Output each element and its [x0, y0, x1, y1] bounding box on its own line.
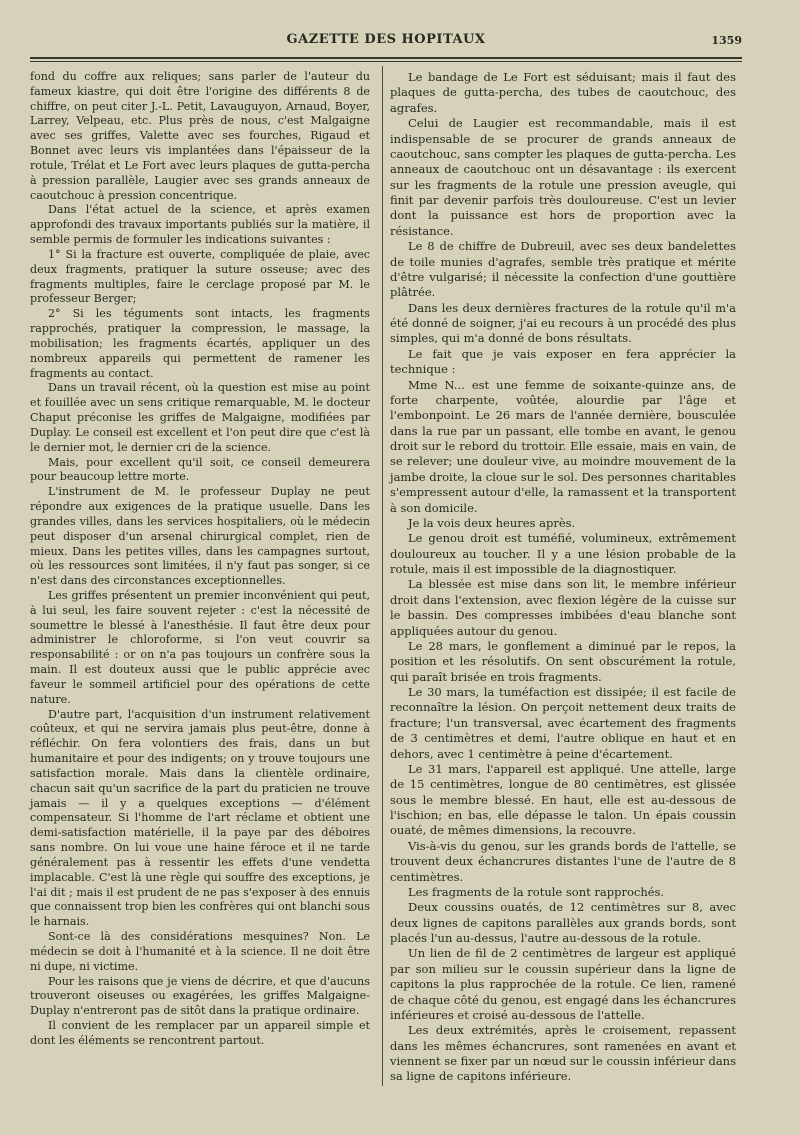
paragraph: Je la vois deux heures après.: [408, 515, 576, 530]
paragraph: fond du coffre aux reliques; sans parler de l'auteur du fameux kiastre, qui doit être l'origine des différents 8 de chiffre, on peut citer J.-L. Petit, Lavauguyon, Arnaud, Boyer, Larrey, Velpeau, etc. Plus près de nous, c'est Malgaigne avec ses griffes, Valette avec ses fourches, Rigaud et Bonnet avec leurs vis implantées dans l'épaisseur de la rotule, Trélat et Le Fort avec leurs plaques de gutta-percha à pression parallèle, Laugier avec ses grands anneaux de caoutchouc à pression concentrique.: [30, 70, 370, 202]
paragraph: Dans les deux dernières fractures de la rotule qu'il m'a été donné de soigner, j'ai eu recours à un procédé des plus simples, qui m'a donné de bons résultats.: [390, 300, 736, 346]
paragraph: Un lien de fil de 2 centimètres de largeur est appliqué par son milieu sur le coussin supérieur dans la ligne de capitons la plus rapprochée de la rotule. Ce lien, ramené de chaque côté du genou, est engagé dans les échancrures inférieures et croisé au-dessous de l'attelle.: [390, 946, 736, 1022]
paragraph: Les deux extrémités, après le croisement, repassent dans les mêmes échancrures, sont ramenées en avant et viennent se fixer par un nœud sur le coussin inférieur dans sa ligne de capitons inférieure.: [390, 1023, 736, 1084]
paragraph: Le fait que je vais exposer en fera apprécier la technique :: [390, 346, 736, 377]
paragraph: D'autre part, l'acquisition d'un instrument relativement coûteux, et qui ne servira jamais plus peut-être, donne à réfléchir. On fera volontiers des frais, dans un but humanitaire et pour des indigents; on y trouve toujours une satisfaction morale. Mais dans la clientèle ordinaire, chacun sait qu'un sacrifice de la part du praticien ne trouve jamais — il y a quelques exceptions — d'élément compensateur. Si l'homme de l'art réclame et obtient une demi-satisfaction matérielle, il la paye par des déboires sans nombre. On lui voue une haine féroce et il ne tarde généralement pas à ressentir les effets d'une vendetta implacable. C'est là une règle qui souffre des exceptions, je l'ai dit ; mais il est prudent de ne pas s'exposer à des ennuis que connaissent trop bien les confrères qui ont blanchi sous le harnais.: [30, 707, 370, 929]
paragraph: Pour les raisons que je viens de décrire, et que d'aucuns trouveront oiseuses ou exagérées, les griffes Malgaigne-Duplay n'entreront pas de sitôt dans la pratique ordinaire.: [30, 974, 370, 1018]
right-column: [390, 70, 736, 1085]
header-rule-thin: [30, 61, 742, 62]
paragraph: Le 31 mars, l'appareil est appliqué. Une attelle, large de 15 centimètres, longue de 80 centimètres, est glissée sous le membre blessé. En haut, elle est au-dessous de l'ischion; en bas, elle dépasse le talon. Un épais coussin ouaté, de mêmes dimensions, la recouvre.: [390, 761, 736, 838]
left-column: [30, 70, 370, 1049]
paragraph: Le 28 mars, le gonflement a diminué par le repos, la position et les résolutifs. On sent obscurément la rotule, qui paraît brisée en trois fragments.: [390, 638, 736, 684]
running-header: [30, 30, 742, 52]
header-rule-thick: [30, 57, 742, 59]
paragraph: Deux coussins ouatés, de 12 centimètres sur 8, avec deux lignes de capitons parallèles aux grands bords, sont placés l'un au-dessus, l'autre au-dessous de la rotule.: [390, 900, 736, 945]
paragraph: Mme N... est une femme de soixante-quinze ans, de forte charpente, voûtée, alourdie par l'âge et l'embonpoint. Le 26 mars de l'année dernière, bousculée dans la rue par un passant, elle tombe en avant, le genou droit sur le rebord du trottoir. Elle essaie, mais en vain, de se relever; une douleur vive, au moindre mouvement de la jambe droite, la cloue sur le sol. Des personnes charitables s'empressent autour d'elle, la ramassent et la transportent à son domicile.: [390, 377, 736, 515]
paragraph: Le 8 de chiffre de Dubreuil, avec ses deux bandelettes de toile munies d'agrafes, semble très pratique et mérite d'être vulgarisé; il nécessite la confection d'une gouttière plâtrée.: [390, 239, 736, 300]
paragraph: Les griffes présentent un premier inconvénient qui peut, à lui seul, les faire souvent rejeter : c'est la nécessité de soumettre le blessé à l'anesthésie. Il faut être deux pour administrer le chloroforme, si l'on veut couvrir sa responsabilité : or on n'a pas toujours un confrère sous la main. Il est douteux aussi que le public apprécie avec faveur le sommeil artificiel pour des opérations de cette nature.: [30, 588, 370, 706]
paragraph: Vis-à-vis du genou, sur les grands bords de l'attelle, se trouvent deux échancrures distantes l'une de l'autre de 8 centimètres.: [390, 838, 736, 884]
paragraph: Les fragments de la rotule sont rapprochés.: [408, 884, 665, 899]
paragraph: Le 30 mars, la tuméfaction est dissipée; il est facile de reconnaître la lésion. On perçoit nettement deux traits de fracture; l'un transversal, avec écartement des fragments de 3 centimètres et demi, l'autre oblique en haut et en dehors, avec 1 centimètre à peine d'écartement.: [390, 685, 736, 761]
paragraph: 1° Si la fracture est ouverte, compliquée de plaie, avec deux fragments, pratiquer la suture osseuse; avec des fragments multiples, faire le cerclage proposé par M. le professeur Berger;: [30, 247, 370, 306]
paragraph: La blessée est mise dans son lit, le membre inférieur droit dans l'extension, avec flexion légère de la cuisse sur le bassin. Des compresses imbibées d'eau blanche sont appliquées autour du genou.: [390, 577, 736, 638]
column-divider: [382, 66, 383, 1086]
paragraph: Le bandage de Le Fort est séduisant; mais il faut des plaques de gutta-percha, des tubes de caoutchouc, des agrafes.: [390, 70, 736, 115]
paragraph: Il convient de les remplacer par un appareil simple et dont les éléments se rencontrent partout.: [30, 1019, 370, 1047]
paragraph: Dans l'état actuel de la science, et après examen approfondi des travaux importants publiés sur la matière, il semble permis de formuler les indications suivantes :: [30, 203, 370, 247]
page-number: 1359: [711, 34, 742, 47]
paragraph: L'instrument de M. le professeur Duplay ne peut répondre aux exigences de la pratique usuelle. Dans les grandes villes, dans les services hospitaliers, où le médecin peut disposer d'un arsenal chirurgical complet, rien de mieux. Dans les petites villes, dans les campagnes surtout, où les ressources sont limitées, il n'y faut pas songer, si ce n'est dans des circonstances exceptionnelles.: [30, 485, 370, 588]
paragraph: Sont-ce là des considérations mesquines? Non. Le médecin se doit à l'humanité et à la science. Il ne doit être ni dupe, ni victime.: [30, 930, 370, 973]
paragraph: Dans un travail récent, où la question est mise au point et fouillée avec un sens critique remarquable, M. le docteur Chaput préconise les griffes de Malgaigne, modifiées par Duplay. Le conseil est excellent et l'on peut dire que c'est là le dernier mot, le dernier cri de la science.: [30, 381, 370, 454]
journal-title: GAZETTE DES HOPITAUX: [286, 32, 486, 47]
paragraph: Celui de Laugier est recommandable, mais il est indispensable de se procurer de grands anneaux de caoutchouc, sans compter les plaques de gutta-percha. Les anneaux de caoutchouc ont un désavantage : ils exercent sur les fragments de la rotule une pression aveugle, qui finit par devenir parfois très douloureuse. C'est un levier dont la puissance est hors de proportion avec la résistance.: [390, 116, 736, 238]
paragraph: 2° Si les téguments sont intacts, les fragments rapprochés, pratiquer la compression, le massage, la mobilisation; les fragments écartés, appliquer un des nombreux appareils qui permettent de ramener les fragments au contact.: [30, 307, 370, 380]
paragraph: Mais, pour excellent qu'il soit, ce conseil demeurera pour beaucoup lettre morte.: [30, 455, 370, 484]
paragraph: Le genou droit est tuméfié, volumineux, extrêmement douloureux au toucher. Il y a une lésion probable de la rotule, mais il est impossible de la diagnostiquer.: [390, 531, 736, 576]
